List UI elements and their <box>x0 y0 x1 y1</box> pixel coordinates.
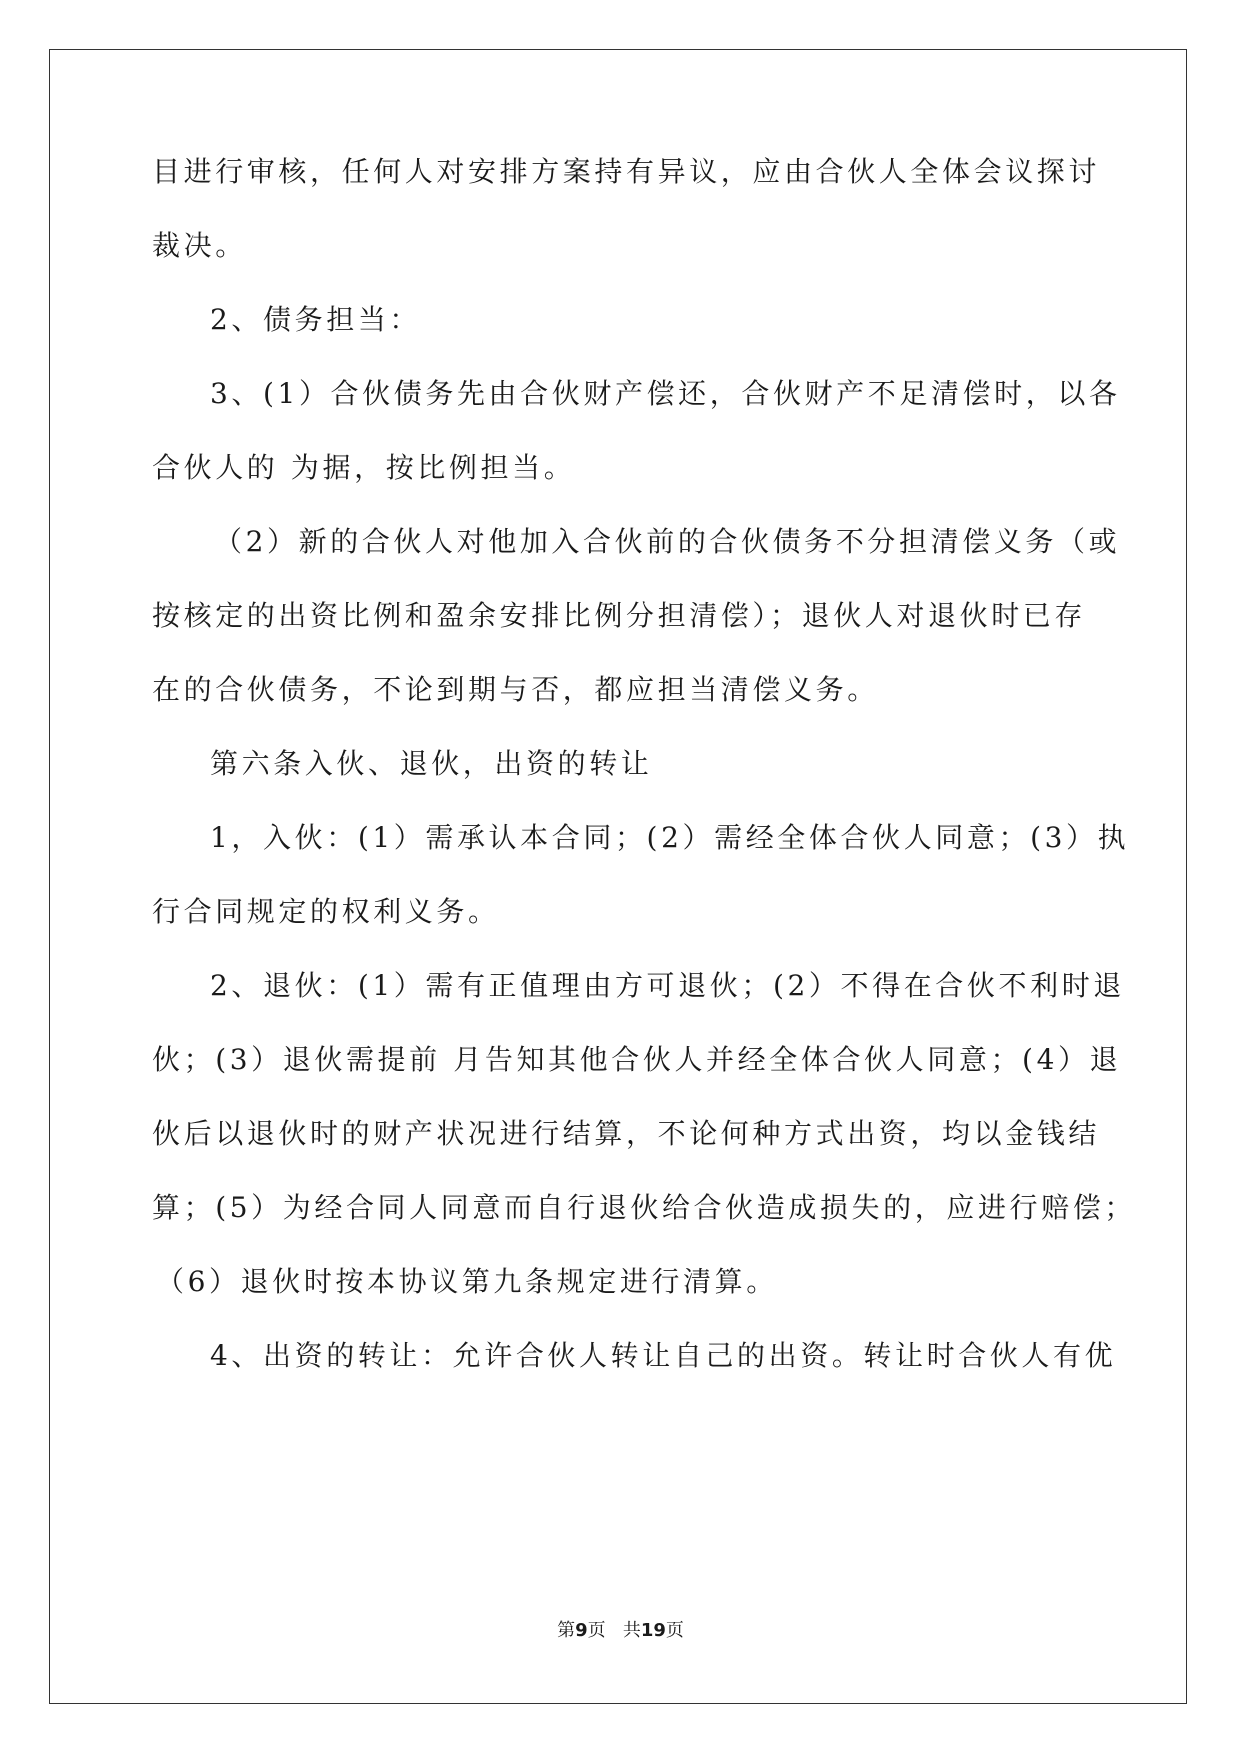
text-line-13: 伙；(3）退伙需提前 月告知其他合伙人并经全体合伙人同意；(4）退 <box>152 1043 1122 1076</box>
text-line-7: 按核定的出资比例和盈余安排比例分担清偿）；退伙人对退伙时已存 <box>152 599 1087 632</box>
text-line-16: （6）退伙时按本协议第九条规定进行清算。 <box>156 1265 778 1298</box>
text-line-5: 合伙人的 为据，按比例担当。 <box>152 451 576 484</box>
text-line-12: 2、退伙：(1）需有正值理由方可退伙；(2）不得在合伙不利时退 <box>210 969 1125 1002</box>
text-line-6: （2）新的合伙人对他加入合伙前的合伙债务不分担清偿义务（或 <box>214 525 1121 558</box>
text-line-15: 算；(5）为经合同人同意而自行退伙给合伙造成损失的，应进行赔偿； <box>152 1191 1136 1224</box>
total-pages: 19 <box>640 1620 666 1641</box>
text-line-14: 伙后以退伙时的财产状况进行结算，不论何种方式出资，均以金钱结 <box>152 1117 1101 1150</box>
text-line-1: 目进行审核，任何人对安排方案持有异议，应由合伙人全体会议探讨 <box>152 155 1101 188</box>
text-line-9: 第六条入伙、退伙，出资的转让 <box>210 747 653 780</box>
total-prefix: 共 <box>622 1620 641 1641</box>
page-prefix: 第 <box>557 1620 576 1641</box>
text-line-8: 在的合伙债务，不论到期与否，都应担当清偿义务。 <box>152 673 879 706</box>
text-line-2: 裁决。 <box>152 229 247 262</box>
text-line-17: 4、出资的转让：允许合伙人转让自己的出资。转让时合伙人有优 <box>210 1339 1117 1372</box>
text-line-10: 1，入伙：(1）需承认本合同；(2）需经全体合伙人同意；(3）执 <box>210 821 1130 854</box>
page-footer <box>0 1620 1241 1642</box>
page-suffix: 页 <box>587 1620 606 1641</box>
total-suffix: 页 <box>665 1620 684 1641</box>
page-number: 9 <box>575 1620 588 1641</box>
text-line-4: 3、(1）合伙债务先由合伙财产偿还，合伙财产不足清偿时，以各 <box>210 377 1121 410</box>
page-border <box>49 49 1187 1704</box>
text-line-3: 2、债务担当： <box>210 303 422 336</box>
text-line-11: 行合同规定的权利义务。 <box>152 895 500 928</box>
